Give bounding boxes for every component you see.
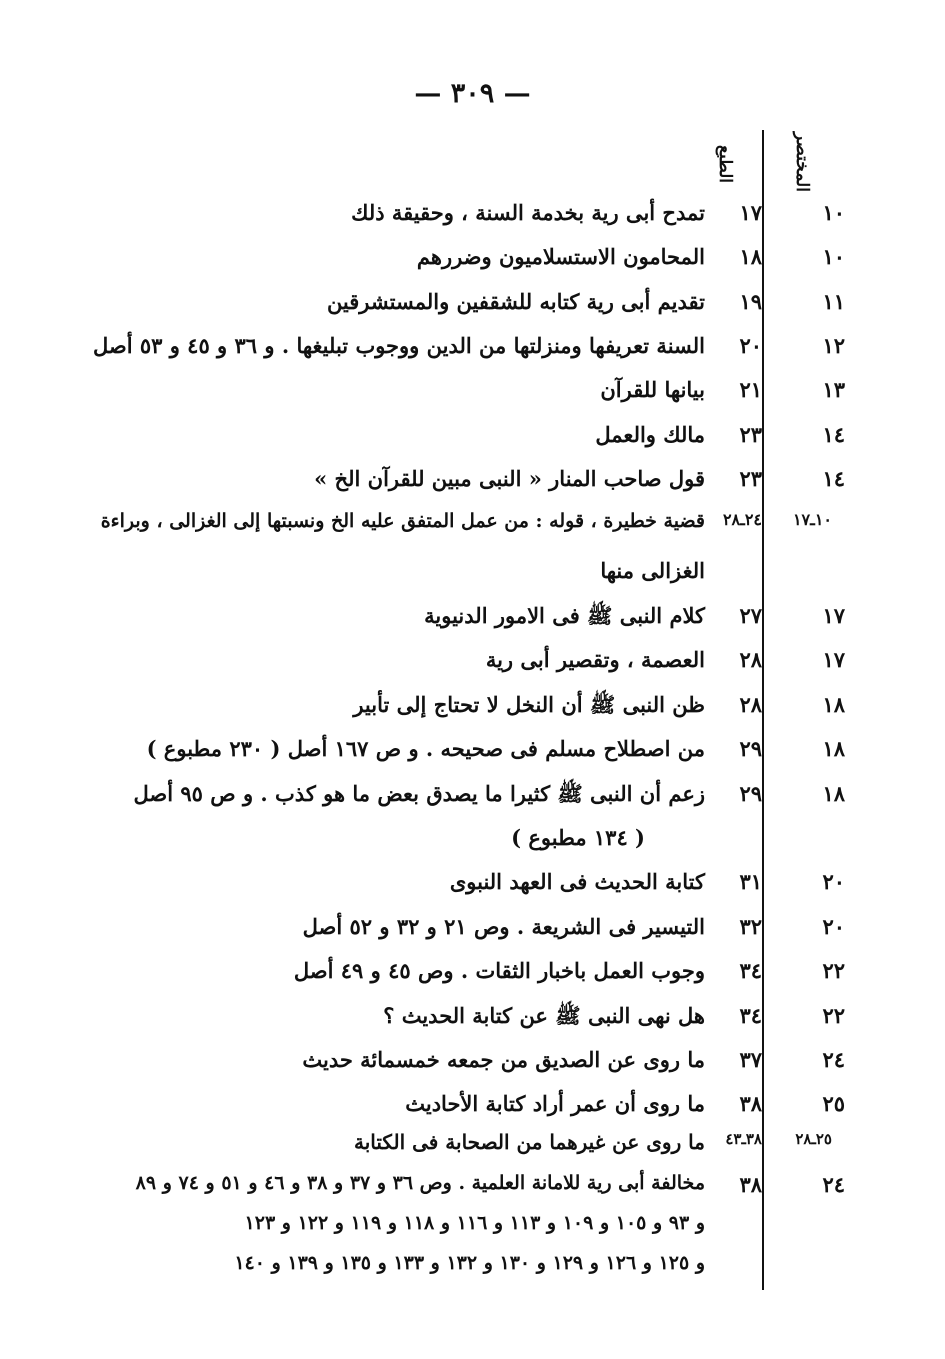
printed-page-number: ٢٣ (739, 466, 762, 491)
abridged-page-number: ٢٥ـ٢٨ (795, 1130, 832, 1148)
index-entry (0, 1047, 945, 1081)
index-entry (0, 244, 945, 278)
entry-text: ما روى أن عمر أراد كتابة الأحاديث (405, 1091, 705, 1116)
abridged-page-number: ١٨ (822, 692, 845, 717)
index-entry (0, 200, 945, 234)
abridged-page-number: ٢٠ (822, 869, 845, 894)
index-entry (0, 869, 945, 903)
entry-text: التيسير فى الشريعة . وص ٢١ و ٣٢ و ٥٢ أصل (302, 914, 705, 939)
printed-page-number: ٢٠ (739, 333, 762, 358)
printed-page-number: ٢٤ـ٢٨ (722, 510, 762, 529)
index-entry (0, 510, 945, 594)
abridged-page-number: ٢٠ (822, 914, 845, 939)
abridged-page-number: ٢٥ (822, 1091, 845, 1116)
abridged-page-number: ١٤ (822, 466, 845, 491)
entry-text: قول صاحب المنار « النبى مبين للقرآن الخ » (314, 466, 705, 491)
printed-page-number: ٣٤ (739, 1003, 762, 1028)
printed-page-number: ٣٨ (739, 1172, 762, 1197)
entry-text: بيانها للقرآن (600, 377, 705, 402)
index-entry (0, 422, 945, 456)
index-entry (0, 333, 945, 367)
printed-page-number: ١٨ (739, 244, 762, 269)
printed-page-number: ٣٨ـ٤٣ (725, 1130, 762, 1148)
entry-text: المحامون الاستسلاميون وضررهم (416, 244, 705, 269)
printed-page-number: ٢٧ (739, 603, 762, 628)
index-entry (0, 1003, 945, 1037)
abridged-page-number: ١٤ (822, 422, 845, 447)
index-entry (0, 736, 945, 770)
printed-page-number: ٣٨ (739, 1091, 762, 1116)
abridged-page-number: ٢٤ (822, 1172, 845, 1197)
entry-text: مخالفة أبى رية للامانة العلمية . وص ٣٦ و ٣٧ و ٣٨ و ٤٦ و ٥١ و ٧٤ و ٨٩ (135, 1172, 705, 1194)
printed-page-number: ٢٨ (739, 692, 762, 717)
page-number: — ٣٠٩ — (414, 78, 531, 109)
abridged-page-number: ١١ (822, 289, 845, 314)
printed-page-number: ٢٩ (739, 736, 762, 761)
abridged-page-number: ١٠ـ١٧ (792, 510, 832, 529)
printed-page-number: ٢١ (739, 377, 762, 402)
abridged-page-number: ١٨ (822, 736, 845, 761)
abridged-page-number: ١٢ (822, 333, 845, 358)
printed-page-number: ٣١ (739, 869, 762, 894)
column-header-abridged: المختصر (792, 132, 812, 192)
entry-text: ما روى عن الصديق من جمعه خمسمائة حديث (302, 1047, 705, 1072)
printed-page-number: ١٩ (739, 289, 762, 314)
index-entry (0, 1172, 945, 1292)
printed-page-number: ٢٣ (739, 422, 762, 447)
abridged-page-number: ١٧ (822, 647, 845, 672)
index-entry (0, 377, 945, 411)
printed-page-number: ٢٨ (739, 647, 762, 672)
entry-text: كلام النبى ﷺ فى الامور الدنيوية (424, 603, 705, 628)
abridged-page-number: ٢٤ (822, 1047, 845, 1072)
abridged-page-number: ١٣ (822, 377, 845, 402)
printed-page-number: ٣٤ (739, 958, 762, 983)
printed-page-number: ٣٧ (739, 1047, 762, 1072)
printed-page-number: ٣٢ (739, 914, 762, 939)
entry-text: تمدح أبى رية بخدمة السنة ، وحقيقة ذلك (351, 200, 705, 225)
entry-text: زعم أن النبى ﷺ كثيرا ما يصدق بعض ما هو كذب . و ص ٩٥ أصل (133, 781, 705, 806)
index-entry (0, 692, 945, 726)
entry-text: السنة تعريفها ومنزلتها من الدين ووجوب تبليغها . و ٣٦ و ٤٥ و ٥٣ أصل (92, 333, 705, 358)
entry-text: قضية خطيرة ، قوله : من عمل المتفق عليه الخ ونسبتها إلى الغزالى ، وبراءة (100, 510, 705, 532)
index-entry (0, 1091, 945, 1125)
entry-text: العصمة ، وتقصير أبى رية (485, 647, 705, 672)
entry-text: ظن النبى ﷺ أن النخل لا تحتاج إلى تأبير (353, 692, 705, 717)
index-entry (0, 647, 945, 681)
abridged-page-number: ١٠ (822, 200, 845, 225)
index-entry (0, 466, 945, 500)
column-header-printed: الطبع (715, 145, 735, 184)
index-entry (0, 914, 945, 948)
entry-text-continuation: و ٩٣ و ١٠٥ و ١٠٩ و ١١٣ و ١١٦ و ١١٨ و ١١٩ و ١٢٢ و ١٢٣ (244, 1212, 705, 1234)
index-entry (0, 603, 945, 637)
abridged-page-number: ١٧ (822, 603, 845, 628)
abridged-page-number: ١٨ (822, 781, 845, 806)
index-entry (0, 289, 945, 323)
entry-text: مالك والعمل (595, 422, 705, 447)
entry-text-continuation: الغزالى منها (600, 558, 705, 583)
abridged-page-number: ٢٢ (822, 958, 845, 983)
entry-text: ما روى عن غيرهما من الصحابة فى الكتابة (354, 1130, 705, 1154)
index-entry (0, 958, 945, 992)
entry-text-continuation: ( ١٣٤ مطبوع ) (511, 825, 645, 850)
entry-text: كتابة الحديث فى العهد النبوى (449, 869, 705, 894)
entry-text: تقديم أبى رية كتابه للشقفين والمستشرقين (326, 289, 705, 314)
entry-text: هل نهى النبى ﷺ عن كتابة الحديث ؟ (383, 1003, 705, 1028)
entry-text-continuation: و ١٢٥ و ١٢٦ و ١٢٩ و ١٣٠ و ١٣٢ و ١٣٣ و ١٣٥ و ١٣٩ و ١٤٠ (234, 1252, 705, 1274)
abridged-page-number: ٢٢ (822, 1003, 845, 1028)
entry-text: من اصطلاح مسلم فى صحيحه . و ص ١٦٧ أصل ( ٢٣٠ مطبوع ) (146, 736, 705, 761)
printed-page-number: ٢٩ (739, 781, 762, 806)
entry-text: وجوب العمل باخبار الثقات . وص ٤٥ و ٤٩ أصل (293, 958, 705, 983)
index-entry (0, 781, 945, 865)
printed-page-number: ١٧ (739, 200, 762, 225)
abridged-page-number: ١٠ (822, 244, 845, 269)
index-entry (0, 1130, 945, 1160)
